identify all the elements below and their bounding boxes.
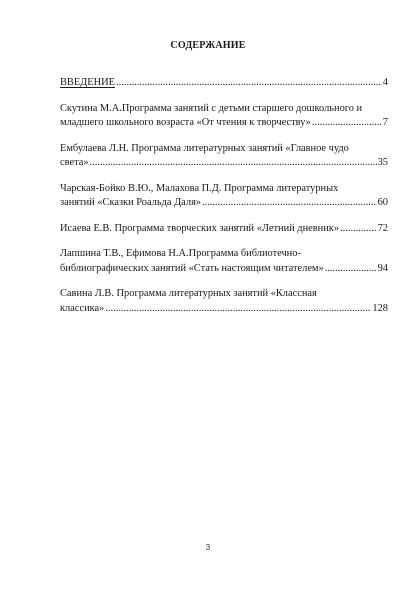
toc-entry-title-line: Лапшина Т.В., Ефимова Н.А.Программа библиотечно-: [60, 248, 301, 259]
toc-entry-page: 128: [372, 302, 388, 314]
dot-leader: [340, 222, 377, 237]
toc-entry-title: занятий «Сказки Роальда Даля»: [60, 197, 202, 208]
toc-entry-title: библиографических занятий «Стать настоящим читателем»: [60, 262, 324, 274]
dot-leader: [116, 76, 382, 91]
toc-entry-page: 7: [382, 117, 388, 128]
toc-entry-last-line: [60, 76, 388, 91]
toc-entry-page: 72: [377, 222, 388, 234]
toc-entry-embulaeva: [60, 142, 388, 171]
toc-entry-title-line: Чарская-Бойко В.Ю., Малахова П.Д. Программа литературных: [60, 182, 339, 194]
toc-entry-last-line: [60, 222, 388, 237]
dot-leader: [325, 262, 377, 277]
toc-entry-page: 35: [377, 157, 388, 168]
toc-entry-last-line: [60, 262, 388, 277]
toc-entry-last-line: [60, 156, 388, 171]
toc-entry-last-line: [60, 302, 388, 317]
toc-entry-savina: [60, 287, 388, 316]
toc-entry-charskaya: [60, 182, 388, 211]
dot-leader: [312, 116, 382, 131]
toc-entry-title-line: Ембулаева Л.Н. Программа литературных занятий «Главное чудо: [60, 142, 349, 154]
toc-entry-title: света»: [60, 157, 89, 168]
toc-entry-last-line: [60, 196, 388, 211]
toc-entry-page: 60: [377, 197, 388, 208]
dot-leader: [105, 302, 371, 317]
toc-entry-page: 94: [377, 262, 388, 274]
toc-entry-title[interactable]: ВВЕДЕНИЕ: [60, 77, 115, 88]
toc-entry-lapshina: [60, 247, 388, 276]
page-title: СОДЕРЖАНИЕ: [170, 40, 246, 51]
toc-entry-introduction: [60, 76, 388, 91]
toc-entry-title: классика»: [60, 302, 105, 314]
toc-entry-last-line: [60, 116, 388, 131]
toc-entry-isaeva: [60, 222, 388, 237]
page-number: 3: [205, 543, 211, 552]
toc-entry-title: Исаева Е.В. Программа творческих занятий «Летний дневник»: [60, 222, 340, 234]
table-of-contents: [60, 76, 388, 327]
toc-entry-skutina: [60, 102, 388, 131]
toc-entry-page: 4: [382, 77, 388, 88]
toc-entry-title-line: Савина Л.В. Программа литературных занятий «Классная: [60, 288, 317, 299]
toc-entry-title: младшего школьного возраста «От чтения к творчеству»: [60, 117, 311, 128]
dot-leader: [202, 196, 377, 211]
dot-leader: [90, 156, 377, 171]
toc-entry-title-line: Скутина М.А.Программа занятий с детьми старшего дошкольного и: [60, 102, 363, 114]
